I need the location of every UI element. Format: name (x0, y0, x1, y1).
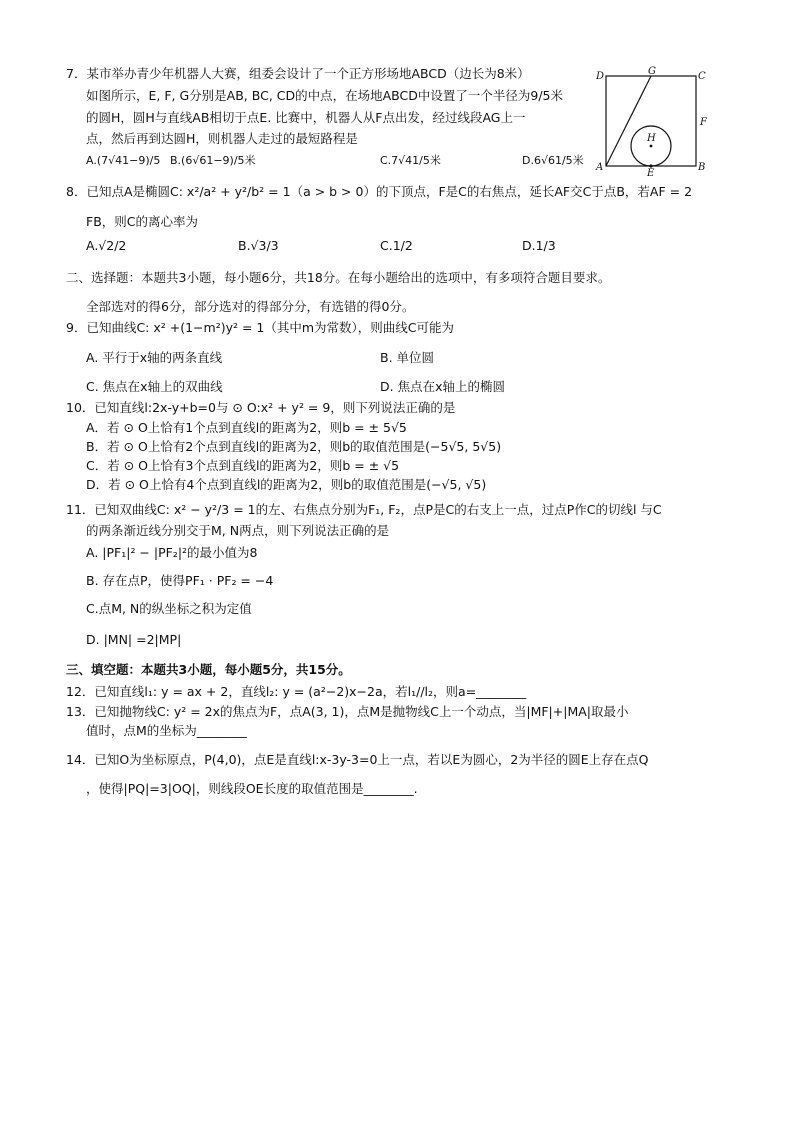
q8-option-d: D.1/3 (522, 238, 556, 253)
q7-line-1: 7．某市举办青少年机器人大赛，组委会设计了一个正方形场地ABCD（边长为8米） (66, 66, 530, 81)
label-d: D (596, 71, 605, 82)
q13-line-1: 13．已知抛物线C: y² = 2x的焦点为F，点A(3, 1)，点M是抛物线C上一个动点，当|MF|+|MA|取最小 (66, 704, 629, 719)
label-g: G (648, 66, 656, 77)
label-h: H (647, 133, 656, 144)
q7-figure-svg (594, 66, 716, 178)
q8-line-2: FB，则C的离心率为 (86, 214, 198, 229)
q7-option-b: B.(6√61−9)/5米 (170, 154, 256, 167)
q7-option-d: D.6√61/5米 (522, 154, 584, 167)
q11-option-a: A. |PF₁|² − |PF₂|²的最小值为8 (86, 545, 258, 560)
q11-option-d: D. |MN| =2|MP| (86, 632, 182, 647)
q8-option-b: B.√3/3 (238, 238, 279, 253)
q12-stem: 12．已知直线l₁: y = ax + 2，直线l₂: y = (a²−2)x−2a，若l₁//l₂，则a=________ (66, 684, 527, 699)
q7-line-2: 如图所示，E, F, G分别是AB, BC, CD的中点，在场地ABCD中设置了一个半径为9/5米 (86, 88, 564, 103)
q10-option-c: C．若 ⊙ O上恰有3个点到直线l的距离为2，则b = ± √5 (86, 458, 400, 473)
q8-option-a: A.√2/2 (86, 238, 127, 253)
section-2-heading: 二、选择题：本题共3小题，每小题6分，共18分。在每小题给出的选项中，有多项符合题目要求。 (66, 270, 611, 285)
q14-line-2: ，使得|PQ|=3|OQ|，则线段OE长度的取值范围是________. (86, 781, 418, 796)
q7-square-figure (594, 66, 716, 178)
square-abcd (606, 76, 696, 166)
q10-option-b: B．若 ⊙ O上恰有2个点到直线l的距离为2，则b的取值范围是(−5√5, 5√5) (86, 439, 502, 454)
q8-option-c: C.1/2 (380, 238, 413, 253)
q10-stem: 10．已知直线l:2x-y+b=0与 ⊙ O:x² + y² = 9，则下列说法正确的是 (66, 400, 456, 415)
q13-line-2: 值时，点M的坐标为________ (86, 723, 247, 738)
q7-option-c: C.7√41/5米 (380, 154, 441, 167)
segment-ag (606, 76, 651, 166)
q11-option-c: C.点M, N的纵坐标之积为定值 (86, 601, 252, 616)
q11-option-b: B. 存在点P，使得PF₁ · PF₂ = −4 (86, 573, 274, 588)
q10-option-d: D．若 ⊙ O上恰有4个点到直线l的距离为2，则b的取值范围是(−√5, √5) (86, 477, 487, 492)
q7-option-a: A.(7√41−9)/5 (86, 154, 161, 167)
label-a: A (596, 162, 604, 173)
label-b: B (698, 162, 706, 173)
q9-option-a: A. 平行于x轴的两条直线 (86, 350, 223, 365)
q9-option-d: D. 焦点在x轴上的椭圆 (380, 379, 505, 394)
q8-line-1: 8．已知点A是椭圆C: x²/a² + y²/b² = 1（a > b > 0）的下顶点，F是C的右焦点，延长AF交C于点B，若AF = 2 (66, 184, 693, 199)
q14-line-1: 14．已知O为坐标原点，P(4,0)，点E是直线l:x-3y-3=0上一点，若以E为圆心，2为半径的圆E上存在点Q (66, 752, 649, 767)
q9-option-c: C. 焦点在x轴上的双曲线 (86, 379, 223, 394)
label-e: E (647, 168, 655, 178)
section-3-heading: 三、填空题：本题共3小题，每小题5分，共15分。 (66, 662, 351, 677)
q7-line-3: 的圆H，圆H与直线AB相切于点E. 比赛中，机器人从F点出发，经过线段AG上一 (86, 110, 526, 125)
label-f: F (700, 117, 707, 128)
q7-line-4: 点，然后再到达圆H，则机器人走过的最短路程是 (86, 131, 358, 146)
center-h-dot (650, 145, 653, 148)
q11-line-2: 的两条渐近线分别交于M, N两点，则下列说法正确的是 (86, 523, 390, 538)
label-c: C (698, 71, 706, 82)
q10-option-a: A．若 ⊙ O上恰有1个点到直线l的距离为2，则b = ± 5√5 (86, 420, 407, 435)
q9-option-b: B. 单位圆 (380, 350, 435, 365)
q9-stem: 9．已知曲线C: x² +(1−m²)y² = 1（其中m为常数），则曲线C可能为 (66, 320, 455, 335)
section-2-note: 全部选对的得6分，部分选对的得部分分，有选错的得0分。 (86, 299, 415, 314)
q11-line-1: 11．已知双曲线C: x² − y²/3 = 1的左、右焦点分别为F₁, F₂，点P是C的右支上一点，过点P作C的切线l 与C (66, 502, 662, 517)
